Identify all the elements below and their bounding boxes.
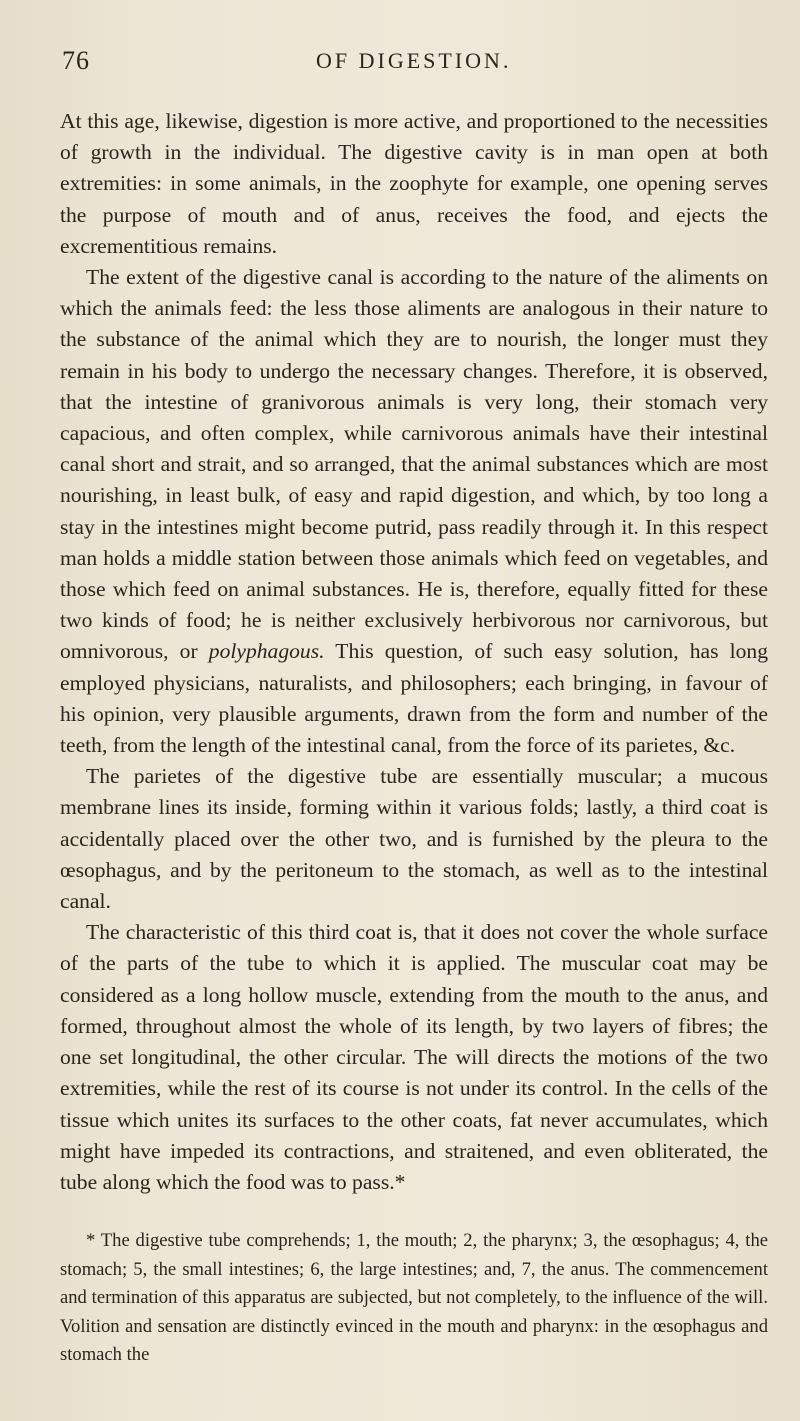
page-number: 76 [62,46,90,75]
footnote [60,1227,768,1370]
paragraph-2-part-1: The extent of the digestive canal is according to the nature of the aliments on which the animals feed: the less those aliments are analogous in their nature to the substance of the animal which they are to nourish, the longer must they remain in his body to undergo the necessary changes. Therefore, it is observed, that the intestine of granivorous animals is very long, their stomach very capacious, and often complex, while carnivorous animals have their intestinal canal short and strait, and so arranged, that the animal substances which are most nourishing, in least bulk, of easy and rapid digestion, and which, by too long a stay in the intestines might become putrid, pass readily through it. In this respect man holds a middle station between those animals which feed on vegetables, and those which feed on animal substances. He is, therefore, equally fitted for these two kinds of food; he is neither exclusively herbivorous nor carnivorous, but omnivorous, or [60,265,768,664]
paragraph-4: The characteristic of this third coat is, that it does not cover the whole surface of the parts of the tube to which it is applied. The muscular coat may be considered as a long hollow muscle, extending from the mouth to the anus, and formed, throughout almost the whole of its length, by two layers of fibres; the one set longitudinal, the other circular. The will directs the motions of the two extremities, while the rest of its course is not under its control. In the cells of the tissue which unites its surfaces to the other coats, fat never accumulates, which might have impeded its contractions, and straitened, and even obliterated, the tube along which the food was to pass.* [60,920,768,1194]
paragraph-2-emphasis: polyphagous. [208,639,325,664]
paragraph-3: The parietes of the digestive tube are essentially muscular; a mucous membrane lines its inside, forming within it various folds; lastly, a third coat is accidentally placed over the other two, and is furnished by the pleura to the œsophagus, and by the peritoneum to the stomach, as well as to the intestinal canal. [60,764,768,914]
footnote-text: * The digestive tube comprehends; 1, the mouth; 2, the pharynx; 3, the œsophagus; 4, the stomach; 5, the small intestines; 6, the large intestines; and, 7, the anus. The commencement and termination of this apparatus are subjected, but not completely, to the influence of the will. Volition and sensation are distinctly evinced in the mouth and pharynx: in the œsophagus and stomach the [60,1230,768,1365]
page-header [58,46,760,86]
running-head: OF DIGESTION. [316,48,512,73]
body-text [60,106,768,1198]
paragraph-1: At this age, likewise, digestion is more active, and proportioned to the necessities of growth in the individual. The digestive cavity is in man open at both extremities: in some animals, in the zoophyte for example, one opening serves the purpose of mouth and of anus, receives the food, and ejects the excrementitious remains. [60,109,768,258]
paragraph-2-part-2: This question, of such easy solution, has long employed physicians, naturalists, and philosophers; each bringing, in favour of his opinion, very plausible arguments, drawn from the form and number of the teeth, from the length of the intestinal canal, from the force of its parietes, &c. [60,639,768,758]
paragraph-2 [60,262,768,761]
